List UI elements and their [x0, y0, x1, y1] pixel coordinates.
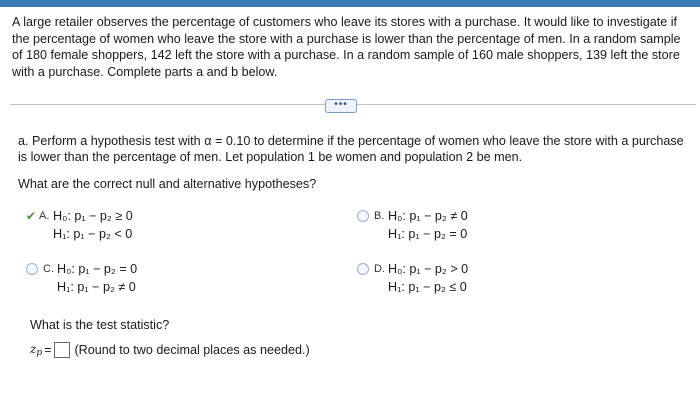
checkmark-icon: ✔ — [26, 209, 37, 223]
null-hypothesis: H₀: p₁ − p₂ = 0 — [57, 262, 138, 276]
option-c[interactable] — [26, 260, 137, 296]
intro-line: A large retailer observes the percentage of customers who leave its stores with a purchase. It would like to investigate if — [12, 15, 678, 29]
rounding-hint: (Round to two decimal places as needed.) — [74, 343, 310, 357]
alternative-hypothesis: H₁: p₁ − p₂ = 0 — [388, 227, 468, 241]
option-d[interactable] — [357, 260, 468, 296]
option-b[interactable] — [357, 207, 468, 243]
answer-input[interactable] — [54, 342, 70, 358]
equals-sign: = — [44, 343, 52, 357]
alternative-hypothesis: H₁: p₁ − p₂ < 0 — [53, 227, 133, 241]
intro-line: with a purchase. Complete parts a and b below. — [12, 64, 278, 79]
option-letter: C. — [43, 263, 54, 275]
alternative-hypothesis: H₁: p₁ − p₂ ≠ 0 — [57, 280, 136, 294]
top-accent-bar — [0, 0, 700, 7]
alternative-hypothesis: H₁: p₁ − p₂ ≤ 0 — [388, 280, 467, 294]
option-letter: A. — [39, 210, 50, 222]
test-statistic-answer — [30, 342, 310, 358]
test-statistic-question: What is the test statistic? — [30, 318, 170, 332]
null-hypothesis: H₀: p₁ − p₂ ≠ 0 — [388, 209, 468, 223]
null-hypothesis: H₀: p₁ − p₂ ≥ 0 — [53, 209, 133, 223]
option-letter: B. — [374, 210, 385, 222]
problem-intro — [12, 14, 692, 80]
hypotheses-question: What are the correct null and alternative hypotheses? — [18, 177, 317, 191]
part-a-line: a. Perform a hypothesis test with α = 0.10 to determine if the percentage of women who leave the store with a purchase — [18, 134, 684, 148]
radio-button[interactable] — [26, 263, 38, 275]
expand-more-button[interactable]: ••• — [325, 99, 357, 113]
radio-button[interactable] — [357, 263, 369, 275]
null-hypothesis: H₀: p₁ − p₂ > 0 — [388, 262, 469, 276]
radio-button[interactable] — [357, 210, 369, 222]
option-a[interactable] — [26, 207, 133, 243]
part-a-prompt — [18, 133, 688, 165]
z-letter: z — [30, 342, 37, 356]
part-a-line: is lower than the percentage of men. Let population 1 be women and population 2 be men. — [18, 150, 523, 164]
option-letter: D. — [374, 263, 385, 275]
intro-line: of 180 female shoppers, 142 left the store with a purchase. In a random sample of 160 male shoppers, 139 left the store — [12, 48, 680, 62]
z-symbol — [30, 342, 42, 358]
z-subscript: p — [36, 348, 43, 358]
intro-line: the percentage of women who leave the store with a purchase is lower than the percentage of men. In a random sample — [12, 31, 681, 46]
